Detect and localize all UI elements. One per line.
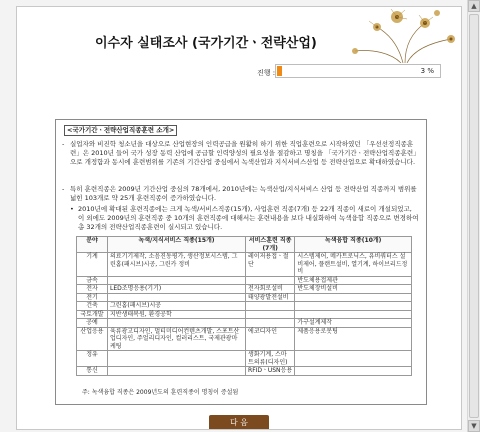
table-cell bbox=[108, 367, 246, 376]
table-row bbox=[77, 327, 412, 351]
table-cell: 전기 bbox=[77, 293, 108, 302]
paragraph-text: 실업자와 비진학 청소년을 대상으로 산업현장의 인력공급을 원활히 하기 위한 직업훈련으로 시작하였던 「우선선정직종훈련」은 2010년 들어 국가 성장 동력 산업에 공급할 인력양성의 필요성을 절감하고 명칭을 「국가기간ㆍ전략산업직종훈련」으로 개정함과 동시에 훈련범위를 기존의 기간산업 중심에서 녹색산업과 지식서비스산업 등 전략산업으로 확대하였습니다. bbox=[70, 140, 420, 166]
table-row bbox=[77, 302, 412, 311]
vertical-scrollbar[interactable] bbox=[467, 0, 480, 432]
paragraph-text: 2010년에 확대된 훈련직종에는 크게 녹색/서비스직종(15개), 사업훈련 직종(7개) 등 22개 직종이 새로이 개설되었고, 이 외에도 2009년의 훈련직종 중 10개의 훈련직종에 대해서는 훈련내용을 보다 내실화하여 녹색융합 직종으로 변경하여 총 32개의 전략산업직종훈련이 실시되고 있습니다. bbox=[78, 205, 419, 231]
table-row bbox=[77, 253, 412, 277]
table-header-row bbox=[77, 237, 412, 253]
table-cell bbox=[295, 310, 412, 319]
table-cell: LED조명응용(기기) bbox=[108, 285, 246, 294]
table-cell: 정유 bbox=[77, 351, 108, 367]
table-cell bbox=[295, 293, 412, 302]
intro-paragraph bbox=[70, 205, 420, 232]
program-intro-box bbox=[55, 119, 427, 405]
table-cell: 전자회로설비 bbox=[246, 285, 295, 294]
table-cell bbox=[246, 310, 295, 319]
table-cell bbox=[108, 276, 246, 285]
column-header: 분야 bbox=[77, 237, 108, 253]
bullet-marker: • bbox=[70, 205, 74, 213]
intro-paragraph bbox=[62, 185, 420, 203]
table-cell: 그린홈(패시브)시공 bbox=[108, 302, 246, 311]
table-cell: 국토개발 bbox=[77, 310, 108, 319]
table-row bbox=[77, 367, 412, 376]
table-cell: 반도체용접제관 bbox=[295, 276, 412, 285]
bullet-marker: - bbox=[62, 185, 65, 193]
table-row bbox=[77, 276, 412, 285]
flower-decoration-icon bbox=[333, 7, 461, 63]
table-cell: 반도체장비설비 bbox=[295, 285, 412, 294]
table-cell: 육류광고디자인, 멀티미디어컨텐츠개발, 스포트산업디자인, 주얼리디자인, 컬러리스트, 국제관광마케팅 bbox=[108, 327, 246, 351]
table-footnote: 주: 녹색융합 직종은 2009년도의 훈련직종이 명칭이 증설됨 bbox=[82, 389, 239, 396]
column-header: 서비스훈련 직종(7개) bbox=[246, 237, 295, 253]
table-cell: 통신 bbox=[77, 367, 108, 376]
table-row bbox=[77, 293, 412, 302]
table-cell: 전자 bbox=[77, 285, 108, 294]
table-cell: 금속 bbox=[77, 276, 108, 285]
table-cell: 태양광발전설비 bbox=[246, 293, 295, 302]
table-cell: 지반생태복원, 환경공학 bbox=[108, 310, 246, 319]
progress-label: 진행 : bbox=[257, 69, 276, 77]
table-cell: 제품응용로봇팅 bbox=[295, 327, 412, 351]
page-title: 이수자 실태조사 (국가기간ㆍ전략산업) bbox=[95, 36, 317, 51]
table-cell bbox=[246, 302, 295, 311]
table-cell bbox=[246, 276, 295, 285]
progress-bar bbox=[275, 64, 441, 78]
table-cell: 의료기기제작, 소음진동평가, 생산정보시스템, 그린홈(패시브)시공, 그린카 정비 bbox=[108, 253, 246, 277]
column-header: 녹색/지식서비스 직종(15개) bbox=[108, 237, 246, 253]
table-cell bbox=[295, 351, 412, 367]
table-cell: 가구설계제작 bbox=[295, 319, 412, 328]
table-cell bbox=[108, 293, 246, 302]
table-row bbox=[77, 310, 412, 319]
table-cell: 시스템제어, 메카트로닉스, 유비쿼터스 설비제어, 플랜트설비, 열기계, 하이브리드정비 bbox=[295, 253, 412, 277]
table-row bbox=[77, 319, 412, 328]
table-cell: 레이저용접ㆍ절단 bbox=[246, 253, 295, 277]
intro-paragraph bbox=[62, 140, 420, 167]
survey-frame bbox=[16, 6, 462, 430]
column-header: 녹색융합 직종(10개) bbox=[295, 237, 412, 253]
bullet-marker: - bbox=[62, 140, 65, 148]
table-cell: 에코디자인 bbox=[246, 327, 295, 351]
paragraph-text: 특히 훈련직종은 2009년 기간산업 중심의 78개에서, 2010년에는 녹색산업/지식서비스 산업 등 전략산업 직종까지 범위를 넓힌 103개로 약 25개 훈련직종이 증가하였습니다. bbox=[70, 185, 417, 202]
table-cell: 기계 bbox=[77, 253, 108, 277]
table-cell bbox=[108, 319, 246, 328]
table-cell: 생화기계, 스마트의류(디자인) bbox=[246, 351, 295, 367]
table-row bbox=[77, 351, 412, 367]
table-cell: RFIDㆍUSN응용 bbox=[246, 367, 295, 376]
table-cell: 공예 bbox=[77, 319, 108, 328]
scroll-up-arrow-icon[interactable]: ▲ bbox=[468, 0, 480, 12]
table-cell bbox=[295, 302, 412, 311]
intro-heading: <국가기간ㆍ전략산업직종훈련 소개> bbox=[64, 125, 177, 136]
table-cell: 산업응용 bbox=[77, 327, 108, 351]
table-cell: 건축 bbox=[77, 302, 108, 311]
progress-fill bbox=[277, 66, 282, 76]
job-category-table bbox=[76, 236, 412, 376]
table-cell bbox=[108, 351, 246, 367]
table-cell bbox=[246, 319, 295, 328]
table-row bbox=[77, 285, 412, 294]
scroll-down-arrow-icon[interactable]: ▼ bbox=[468, 420, 480, 432]
table-cell bbox=[295, 367, 412, 376]
progress-percent: 3 % bbox=[420, 67, 434, 75]
next-button[interactable]: 다 음 bbox=[209, 415, 269, 430]
scroll-thumb[interactable] bbox=[469, 14, 479, 418]
